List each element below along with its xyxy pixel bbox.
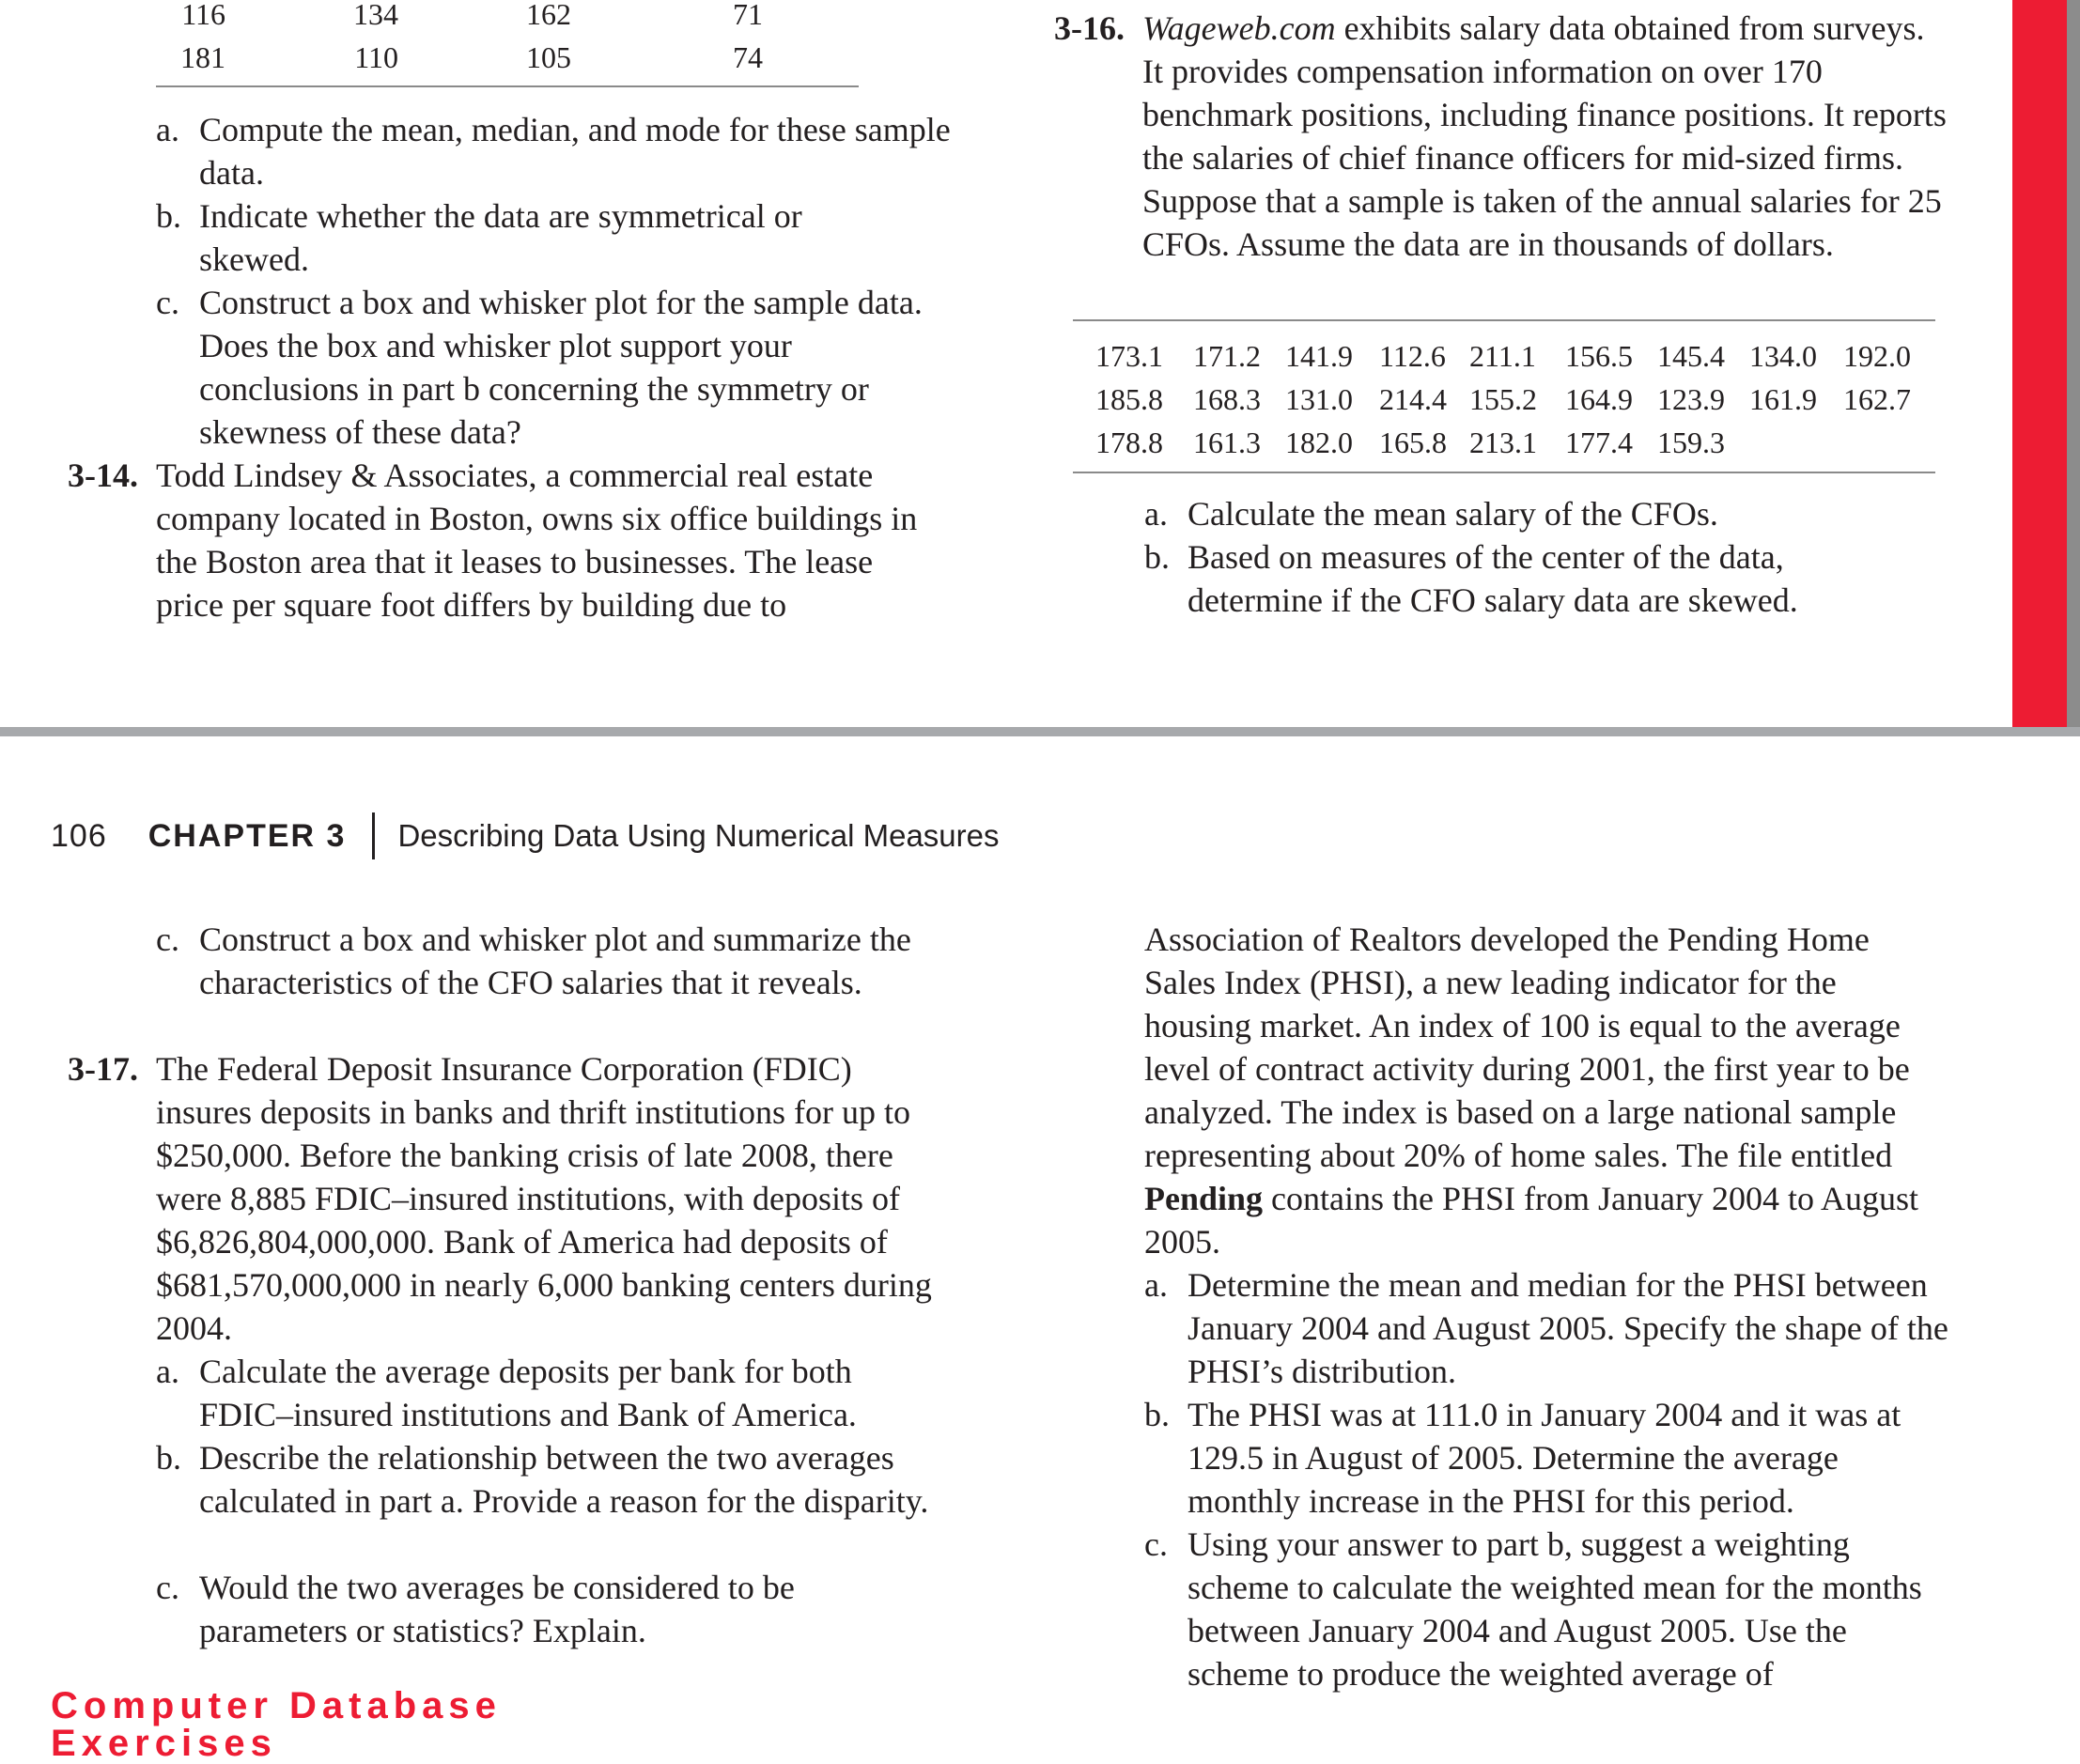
section-heading xyxy=(51,1685,577,1764)
table-cell: 141.9 xyxy=(1285,339,1353,373)
table-cell: 182.0 xyxy=(1285,426,1353,459)
question-item-phsi-b xyxy=(1144,1393,1971,1523)
question-item-313a xyxy=(156,108,951,194)
table-cell: 171.2 xyxy=(1193,339,1261,373)
item-label: a. xyxy=(1144,1266,1168,1304)
item-label: a. xyxy=(156,1353,179,1390)
intro-text-end: contains the PHSI from January 2004 to August 2005. xyxy=(1144,1180,1918,1261)
problem-number: 3-17. xyxy=(68,1050,138,1088)
table-cell: 164.9 xyxy=(1565,382,1633,416)
table-cell: 110 xyxy=(354,40,398,74)
question-item-313b xyxy=(156,194,945,281)
chapter-label: CHAPTER 3 xyxy=(147,817,347,854)
table-cell: 162.7 xyxy=(1843,382,1911,416)
table-cell: 178.8 xyxy=(1095,426,1163,459)
question-item-317c xyxy=(156,1566,964,1652)
item-label: c. xyxy=(156,1569,179,1606)
table-cell: 181 xyxy=(180,40,225,74)
problem-number: 3-16. xyxy=(1054,9,1125,47)
section-heading-text: Computer Database Exercises xyxy=(51,1685,502,1764)
red-thumb-tab xyxy=(2012,0,2067,727)
question-item-313c xyxy=(156,281,945,454)
page-separator xyxy=(0,727,2080,736)
intro-text: Association of Realtors developed the Pending Home Sales Index (PHSI), a new leading indicator for the housing market. An index of 100 is equal to the average level of contract activity during 2001, the first year to be analyzed. The index is based on a large national sample representing about 20% of home sales. The file entitled xyxy=(1144,921,1910,1174)
data-table-313 xyxy=(180,0,857,79)
table-cell: 161.9 xyxy=(1749,382,1817,416)
table-cell: 145.4 xyxy=(1657,339,1725,373)
table-cell: 155.2 xyxy=(1469,382,1537,416)
table-cell: 131.0 xyxy=(1285,382,1353,416)
table-row xyxy=(1073,421,1935,464)
problem-text xyxy=(1142,7,1947,266)
table-cell: 156.5 xyxy=(1565,339,1633,373)
table-cell: 173.1 xyxy=(1095,339,1163,373)
problem-3-17 xyxy=(68,1047,951,1350)
table-cell: 185.8 xyxy=(1095,382,1163,416)
item-text: Compute the mean, median, and mode for these sample data. xyxy=(199,111,951,192)
table-cell: 211.1 xyxy=(1469,339,1536,373)
item-label: c. xyxy=(156,284,179,321)
item-text: Based on measures of the center of the data, determine if the CFO salary data are skewed. xyxy=(1187,538,1798,619)
item-text: The PHSI was at 111.0 in January 2004 and it was at 129.5 in August of 2005. Determine the average monthly increase in the PHSI for this period. xyxy=(1187,1396,1901,1520)
table-cell: 71 xyxy=(733,0,763,31)
table-cell: 123.9 xyxy=(1657,382,1725,416)
problem-text: Todd Lindsey & Associates, a commercial real estate company located in Boston, owns six office buildings in the Boston area that it leases to businesses. The lease price per square foot differs by building due to xyxy=(156,456,918,624)
question-item-317a xyxy=(156,1350,964,1436)
item-label: a. xyxy=(1144,495,1168,533)
item-label: a. xyxy=(156,111,179,148)
table-bottom-rule xyxy=(156,85,859,87)
question-item-phsi-c xyxy=(1144,1523,1971,1695)
question-item-317b xyxy=(156,1436,964,1523)
table-cell: 192.0 xyxy=(1843,339,1911,373)
item-text: Calculate the mean salary of the CFOs. xyxy=(1187,495,1718,533)
item-text: Describe the relationship between the two averages calculated in part a. Provide a reason for the disparity. xyxy=(199,1439,929,1520)
page-edge xyxy=(2067,0,2080,729)
table-row xyxy=(181,0,857,36)
item-label: b. xyxy=(1144,538,1170,576)
table-bottom-rule xyxy=(1073,472,1935,473)
table-cell: 112.6 xyxy=(1379,339,1446,373)
top-page xyxy=(0,0,2080,729)
salary-table xyxy=(1073,334,1935,464)
item-label: c. xyxy=(156,921,179,958)
question-item-316c xyxy=(156,918,964,1004)
table-cell: 177.4 xyxy=(1565,426,1633,459)
page-number: 106 xyxy=(51,817,107,854)
table-cell: 74 xyxy=(733,40,763,74)
table-cell: 134.0 xyxy=(1749,339,1817,373)
table-cell: 168.3 xyxy=(1193,382,1261,416)
running-head xyxy=(51,808,1000,864)
item-label: b. xyxy=(156,197,181,235)
source-name: Wageweb.com xyxy=(1142,9,1336,47)
item-text: Determine the mean and median for the PHSI between January 2004 and August 2005. Specify the shape of the PHSI’s distribution. xyxy=(1187,1266,1948,1390)
problem-number: 3-14. xyxy=(68,456,138,494)
problem-3-16 xyxy=(1054,7,1947,266)
table-cell: 165.8 xyxy=(1379,426,1447,459)
table-cell: 162 xyxy=(526,0,571,31)
item-text: Would the two averages be considered to be parameters or statistics? Explain. xyxy=(199,1569,795,1649)
file-name: Pending xyxy=(1144,1180,1264,1217)
table-cell: 161.3 xyxy=(1193,426,1261,459)
table-cell: 134 xyxy=(353,0,398,31)
item-label: b. xyxy=(1144,1396,1170,1433)
table-row xyxy=(180,36,857,79)
item-label: c. xyxy=(1144,1525,1168,1563)
divider xyxy=(372,812,375,859)
item-text: Calculate the average deposits per bank for both FDIC–insured institutions and Bank of America. xyxy=(199,1353,857,1433)
table-cell: 116 xyxy=(181,0,225,31)
problem-text: The Federal Deposit Insurance Corporation (FDIC) insures deposits in banks and thrift institutions for up to $250,000. Before the banking crisis of late 2008, there were 8,885 FDIC–insured institutions, with deposits of $6,826,804,000,000. Bank of America had deposits of $681,570,000,000 in nearly 6,000 banking centers during 2004. xyxy=(156,1050,932,1347)
table-row xyxy=(1073,378,1935,421)
question-item-316b xyxy=(1144,535,1971,622)
problem-3-14 xyxy=(68,454,932,627)
item-label: b. xyxy=(156,1439,181,1477)
table-cell: 105 xyxy=(526,40,571,74)
item-text: Construct a box and whisker plot and summarize the characteristics of the CFO salaries that it reveals. xyxy=(199,921,911,1001)
item-text: Using your answer to part b, suggest a weighting scheme to calculate the weighted mean for the months between January 2004 and August 2005. Use the scheme to produce the weighted average of xyxy=(1187,1525,1922,1693)
phsi-intro xyxy=(1144,918,1943,1263)
table-top-rule xyxy=(1073,319,1935,321)
item-text: Indicate whether the data are symmetrical or skewed. xyxy=(199,197,802,278)
table-row xyxy=(1073,334,1935,378)
question-item-phsi-a xyxy=(1144,1263,1971,1393)
table-cell: 159.3 xyxy=(1657,426,1725,459)
chapter-title: Describing Data Using Numerical Measures xyxy=(397,818,1000,853)
problem-body: exhibits salary data obtained from surveys. It provides compensation information on over 170 benchmark positions, including finance positions. It reports the salaries of chief finance officers for mid-sized firms. Suppose that a sample is taken of the annual salaries for 25 CFOs. Assume the data are in thousands of dollars. xyxy=(1142,9,1947,263)
table-cell: 213.1 xyxy=(1469,426,1537,459)
table-cell: 214.4 xyxy=(1379,382,1447,416)
question-item-316a xyxy=(1144,492,1971,535)
item-text: Construct a box and whisker plot for the sample data. Does the box and whisker plot support your conclusions in part b concerning the symmetry or skewness of these data? xyxy=(199,284,923,451)
